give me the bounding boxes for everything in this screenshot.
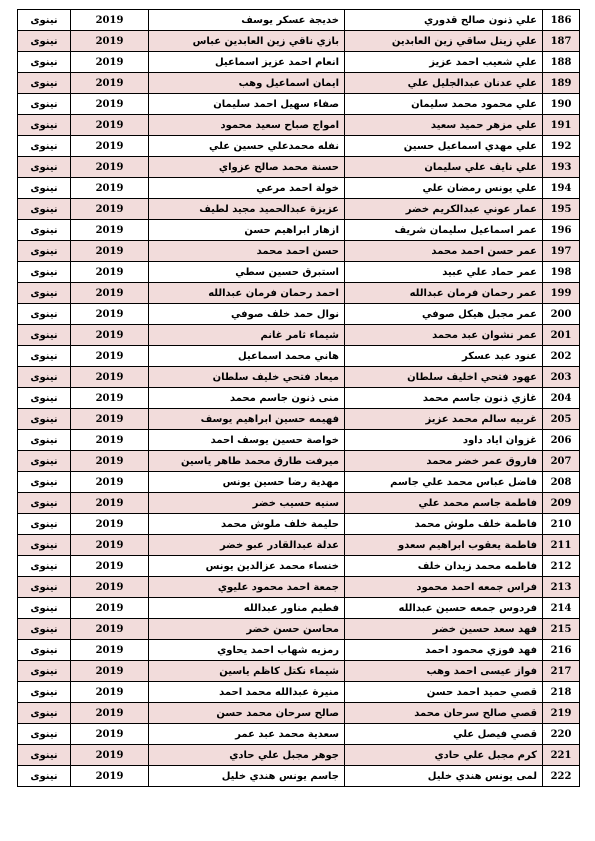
mother-name-cell: جمعة احمد محمود عليوي (149, 577, 345, 598)
table-row (18, 199, 580, 220)
year-cell: 2019 (71, 10, 149, 31)
table-row (18, 94, 580, 115)
mother-name-cell: جوهر مجبل علي حادي (149, 745, 345, 766)
year-cell: 2019 (71, 577, 149, 598)
year-cell: 2019 (71, 745, 149, 766)
province-cell: نينوى (18, 73, 71, 94)
year-cell: 2019 (71, 703, 149, 724)
row-number-cell: 190 (543, 94, 580, 115)
year-cell: 2019 (71, 283, 149, 304)
table-row (18, 325, 580, 346)
mother-name-cell: انعام احمد عزيز اسماعيل (149, 52, 345, 73)
table-row (18, 682, 580, 703)
row-number-cell: 201 (543, 325, 580, 346)
province-cell: نينوى (18, 115, 71, 136)
table-row (18, 367, 580, 388)
mother-name-cell: منى ذنون جاسم محمد (149, 388, 345, 409)
mother-name-cell: مهدية رضا حسين يونس (149, 472, 345, 493)
mother-name-cell: رمزيه شهاب احمد يحاوي (149, 640, 345, 661)
row-number-cell: 217 (543, 661, 580, 682)
row-number-cell: 221 (543, 745, 580, 766)
mother-name-cell: فهيمه حسين ابراهيم يوسف (149, 409, 345, 430)
table-row (18, 409, 580, 430)
row-number-cell: 213 (543, 577, 580, 598)
student-name-cell: عمار عوني عبدالكريم خضر (345, 199, 543, 220)
province-cell: نينوى (18, 724, 71, 745)
student-name-cell: علي محمود محمد سليمان (345, 94, 543, 115)
mother-name-cell: سعدية محمد عبد عمر (149, 724, 345, 745)
mother-name-cell: ايمان اسماعيل وهب (149, 73, 345, 94)
names-table-body (18, 10, 580, 787)
table-row (18, 430, 580, 451)
student-name-cell: علي عدنان عبدالجليل علي (345, 73, 543, 94)
mother-name-cell: عزيزة عبدالحميد مجيد لطيف (149, 199, 345, 220)
mother-name-cell: صالح سرحان محمد حسن (149, 703, 345, 724)
row-number-cell: 208 (543, 472, 580, 493)
year-cell: 2019 (71, 157, 149, 178)
year-cell: 2019 (71, 766, 149, 787)
table-row (18, 73, 580, 94)
year-cell: 2019 (71, 430, 149, 451)
table-row (18, 31, 580, 52)
row-number-cell: 216 (543, 640, 580, 661)
year-cell: 2019 (71, 115, 149, 136)
row-number-cell: 219 (543, 703, 580, 724)
province-cell: نينوى (18, 388, 71, 409)
table-row (18, 472, 580, 493)
student-name-cell: فاروق عمر خضر محمد (345, 451, 543, 472)
mother-name-cell: بازي ناقي زين العابدين عباس (149, 31, 345, 52)
province-cell: نينوى (18, 346, 71, 367)
student-name-cell: فاطمه محمد زيدان خلف (345, 556, 543, 577)
mother-name-cell: سنيه حسيب خضر (149, 493, 345, 514)
mother-name-cell: خنساء محمد عزالدين يونس (149, 556, 345, 577)
province-cell: نينوى (18, 535, 71, 556)
student-name-cell: فاضل عباس محمد علي جاسم (345, 472, 543, 493)
names-table (17, 9, 580, 787)
student-name-cell: عمر نشوان عبد محمد (345, 325, 543, 346)
row-number-cell: 200 (543, 304, 580, 325)
province-cell: نينوى (18, 31, 71, 52)
table-row (18, 52, 580, 73)
province-cell: نينوى (18, 136, 71, 157)
mother-name-cell: جاسم يونس هندي خليل (149, 766, 345, 787)
province-cell: نينوى (18, 766, 71, 787)
mother-name-cell: عدلة عبدالقادر عبو خضر (149, 535, 345, 556)
mother-name-cell: خولة احمد مرعي (149, 178, 345, 199)
mother-name-cell: ازهار ابراهيم حسن (149, 220, 345, 241)
table-row (18, 136, 580, 157)
province-cell: نينوى (18, 367, 71, 388)
table-row (18, 703, 580, 724)
year-cell: 2019 (71, 451, 149, 472)
province-cell: نينوى (18, 220, 71, 241)
year-cell: 2019 (71, 724, 149, 745)
mother-name-cell: امواج صباح سعيد محمود (149, 115, 345, 136)
mother-name-cell: فطيم مناور عبدالله (149, 598, 345, 619)
year-cell: 2019 (71, 640, 149, 661)
row-number-cell: 193 (543, 157, 580, 178)
table-row (18, 619, 580, 640)
table-row (18, 535, 580, 556)
province-cell: نينوى (18, 409, 71, 430)
year-cell: 2019 (71, 535, 149, 556)
student-name-cell: علي نايف علي سليمان (345, 157, 543, 178)
row-number-cell: 198 (543, 262, 580, 283)
student-name-cell: فواز عيسى احمد وهب (345, 661, 543, 682)
student-name-cell: لمى يونس هندي خليل (345, 766, 543, 787)
table-row (18, 262, 580, 283)
row-number-cell: 211 (543, 535, 580, 556)
year-cell: 2019 (71, 346, 149, 367)
year-cell: 2019 (71, 661, 149, 682)
row-number-cell: 210 (543, 514, 580, 535)
year-cell: 2019 (71, 52, 149, 73)
student-name-cell: فاطمة جاسم محمد علي (345, 493, 543, 514)
student-name-cell: فردوس جمعه حسين عبدالله (345, 598, 543, 619)
row-number-cell: 215 (543, 619, 580, 640)
province-cell: نينوى (18, 598, 71, 619)
mother-name-cell: هاني محمد اسماعيل (149, 346, 345, 367)
student-name-cell: عمر مجبل هيكل صوفي (345, 304, 543, 325)
province-cell: نينوى (18, 262, 71, 283)
row-number-cell: 206 (543, 430, 580, 451)
year-cell: 2019 (71, 136, 149, 157)
province-cell: نينوى (18, 325, 71, 346)
table-row (18, 10, 580, 31)
student-name-cell: قصي صالح سرحان محمد (345, 703, 543, 724)
mother-name-cell: شيماء نكتل كاظم ياسين (149, 661, 345, 682)
student-name-cell: غزوان اياد داود (345, 430, 543, 451)
table-row (18, 766, 580, 787)
row-number-cell: 196 (543, 220, 580, 241)
row-number-cell: 186 (543, 10, 580, 31)
student-name-cell: فراس جمعه احمد محمود (345, 577, 543, 598)
table-row (18, 304, 580, 325)
province-cell: نينوى (18, 178, 71, 199)
year-cell: 2019 (71, 409, 149, 430)
mother-name-cell: شيماء ثامر غانم (149, 325, 345, 346)
row-number-cell: 214 (543, 598, 580, 619)
province-cell: نينوى (18, 661, 71, 682)
province-cell: نينوى (18, 451, 71, 472)
province-cell: نينوى (18, 199, 71, 220)
year-cell: 2019 (71, 241, 149, 262)
table-row (18, 157, 580, 178)
year-cell: 2019 (71, 472, 149, 493)
student-name-cell: قصي حميد احمد حسن (345, 682, 543, 703)
province-cell: نينوى (18, 157, 71, 178)
mother-name-cell: نوال حمد خلف صوفي (149, 304, 345, 325)
student-name-cell: علي مزهر حميد سعيد (345, 115, 543, 136)
mother-name-cell: صفاء سهيل احمد سليمان (149, 94, 345, 115)
year-cell: 2019 (71, 220, 149, 241)
row-number-cell: 189 (543, 73, 580, 94)
province-cell: نينوى (18, 430, 71, 451)
student-name-cell: عمر رحمان فرمان عبدالله (345, 283, 543, 304)
year-cell: 2019 (71, 199, 149, 220)
row-number-cell: 220 (543, 724, 580, 745)
student-name-cell: عنود عبد عسكر (345, 346, 543, 367)
year-cell: 2019 (71, 325, 149, 346)
row-number-cell: 207 (543, 451, 580, 472)
student-name-cell: علي زينل ساقي زين العابدين (345, 31, 543, 52)
row-number-cell: 197 (543, 241, 580, 262)
student-name-cell: عمر اسماعيل سليمان شريف (345, 220, 543, 241)
student-name-cell: قصي فيصل علي (345, 724, 543, 745)
year-cell: 2019 (71, 31, 149, 52)
table-row (18, 241, 580, 262)
table-row (18, 283, 580, 304)
mother-name-cell: احمد رحمان فرمان عبدالله (149, 283, 345, 304)
table-row (18, 346, 580, 367)
year-cell: 2019 (71, 556, 149, 577)
province-cell: نينوى (18, 514, 71, 535)
row-number-cell: 187 (543, 31, 580, 52)
student-name-cell: علي شعيب احمد عزيز (345, 52, 543, 73)
year-cell: 2019 (71, 94, 149, 115)
table-row (18, 661, 580, 682)
table-row (18, 556, 580, 577)
table-row (18, 745, 580, 766)
table-row (18, 115, 580, 136)
table-row (18, 640, 580, 661)
mother-name-cell: حليمة خلف ملوش محمد (149, 514, 345, 535)
mother-name-cell: محاسن حسن خضر (149, 619, 345, 640)
province-cell: نينوى (18, 493, 71, 514)
row-number-cell: 195 (543, 199, 580, 220)
student-name-cell: علي مهدي اسماعيل حسين (345, 136, 543, 157)
year-cell: 2019 (71, 619, 149, 640)
row-number-cell: 191 (543, 115, 580, 136)
student-name-cell: فهد سعد حسين خضر (345, 619, 543, 640)
row-number-cell: 218 (543, 682, 580, 703)
province-cell: نينوى (18, 619, 71, 640)
province-cell: نينوى (18, 283, 71, 304)
province-cell: نينوى (18, 703, 71, 724)
student-name-cell: عهود فتحي اخليف سلطان (345, 367, 543, 388)
province-cell: نينوى (18, 682, 71, 703)
province-cell: نينوى (18, 472, 71, 493)
table-row (18, 451, 580, 472)
row-number-cell: 194 (543, 178, 580, 199)
student-name-cell: فاطمة خلف ملوش محمد (345, 514, 543, 535)
student-name-cell: عمر حماد علي عبيد (345, 262, 543, 283)
mother-name-cell: حسنة محمد صالح عزواي (149, 157, 345, 178)
year-cell: 2019 (71, 682, 149, 703)
province-cell: نينوى (18, 745, 71, 766)
mother-name-cell: استبرق حسين سطي (149, 262, 345, 283)
student-name-cell: فهد فوزي محمود احمد (345, 640, 543, 661)
year-cell: 2019 (71, 262, 149, 283)
year-cell: 2019 (71, 514, 149, 535)
row-number-cell: 203 (543, 367, 580, 388)
province-cell: نينوى (18, 556, 71, 577)
row-number-cell: 202 (543, 346, 580, 367)
row-number-cell: 188 (543, 52, 580, 73)
table-row (18, 577, 580, 598)
province-cell: نينوى (18, 577, 71, 598)
province-cell: نينوى (18, 10, 71, 31)
table-row (18, 724, 580, 745)
row-number-cell: 205 (543, 409, 580, 430)
row-number-cell: 209 (543, 493, 580, 514)
table-row (18, 514, 580, 535)
mother-name-cell: خديجة عسكر يوسف (149, 10, 345, 31)
mother-name-cell: حسن احمد محمد (149, 241, 345, 262)
row-number-cell: 192 (543, 136, 580, 157)
student-name-cell: علي ذنون صالح قدوري (345, 10, 543, 31)
year-cell: 2019 (71, 367, 149, 388)
student-name-cell: فاطمة يعقوب ابراهيم سعدو (345, 535, 543, 556)
table-row (18, 178, 580, 199)
student-name-cell: علي يونس رمضان علي (345, 178, 543, 199)
row-number-cell: 222 (543, 766, 580, 787)
student-name-cell: عمر حسن احمد محمد (345, 241, 543, 262)
province-cell: نينوى (18, 94, 71, 115)
year-cell: 2019 (71, 73, 149, 94)
table-row (18, 388, 580, 409)
year-cell: 2019 (71, 493, 149, 514)
row-number-cell: 212 (543, 556, 580, 577)
table-row (18, 493, 580, 514)
student-name-cell: غازي ذنون جاسم محمد (345, 388, 543, 409)
mother-name-cell: ميعاد فتحي خليف سلطان (149, 367, 345, 388)
mother-name-cell: خواصة حسين يوسف احمد (149, 430, 345, 451)
student-name-cell: كرم مجبل علي حادي (345, 745, 543, 766)
mother-name-cell: ميرفت طارق محمد طاهر ياسين (149, 451, 345, 472)
table-row (18, 220, 580, 241)
mother-name-cell: نفله محمدعلي حسين علي (149, 136, 345, 157)
year-cell: 2019 (71, 178, 149, 199)
mother-name-cell: منيرة عبدالله محمد احمد (149, 682, 345, 703)
row-number-cell: 204 (543, 388, 580, 409)
province-cell: نينوى (18, 52, 71, 73)
table-row (18, 598, 580, 619)
province-cell: نينوى (18, 304, 71, 325)
year-cell: 2019 (71, 598, 149, 619)
student-name-cell: غربيه سالم محمد عزيز (345, 409, 543, 430)
row-number-cell: 199 (543, 283, 580, 304)
province-cell: نينوى (18, 640, 71, 661)
year-cell: 2019 (71, 304, 149, 325)
province-cell: نينوى (18, 241, 71, 262)
year-cell: 2019 (71, 388, 149, 409)
